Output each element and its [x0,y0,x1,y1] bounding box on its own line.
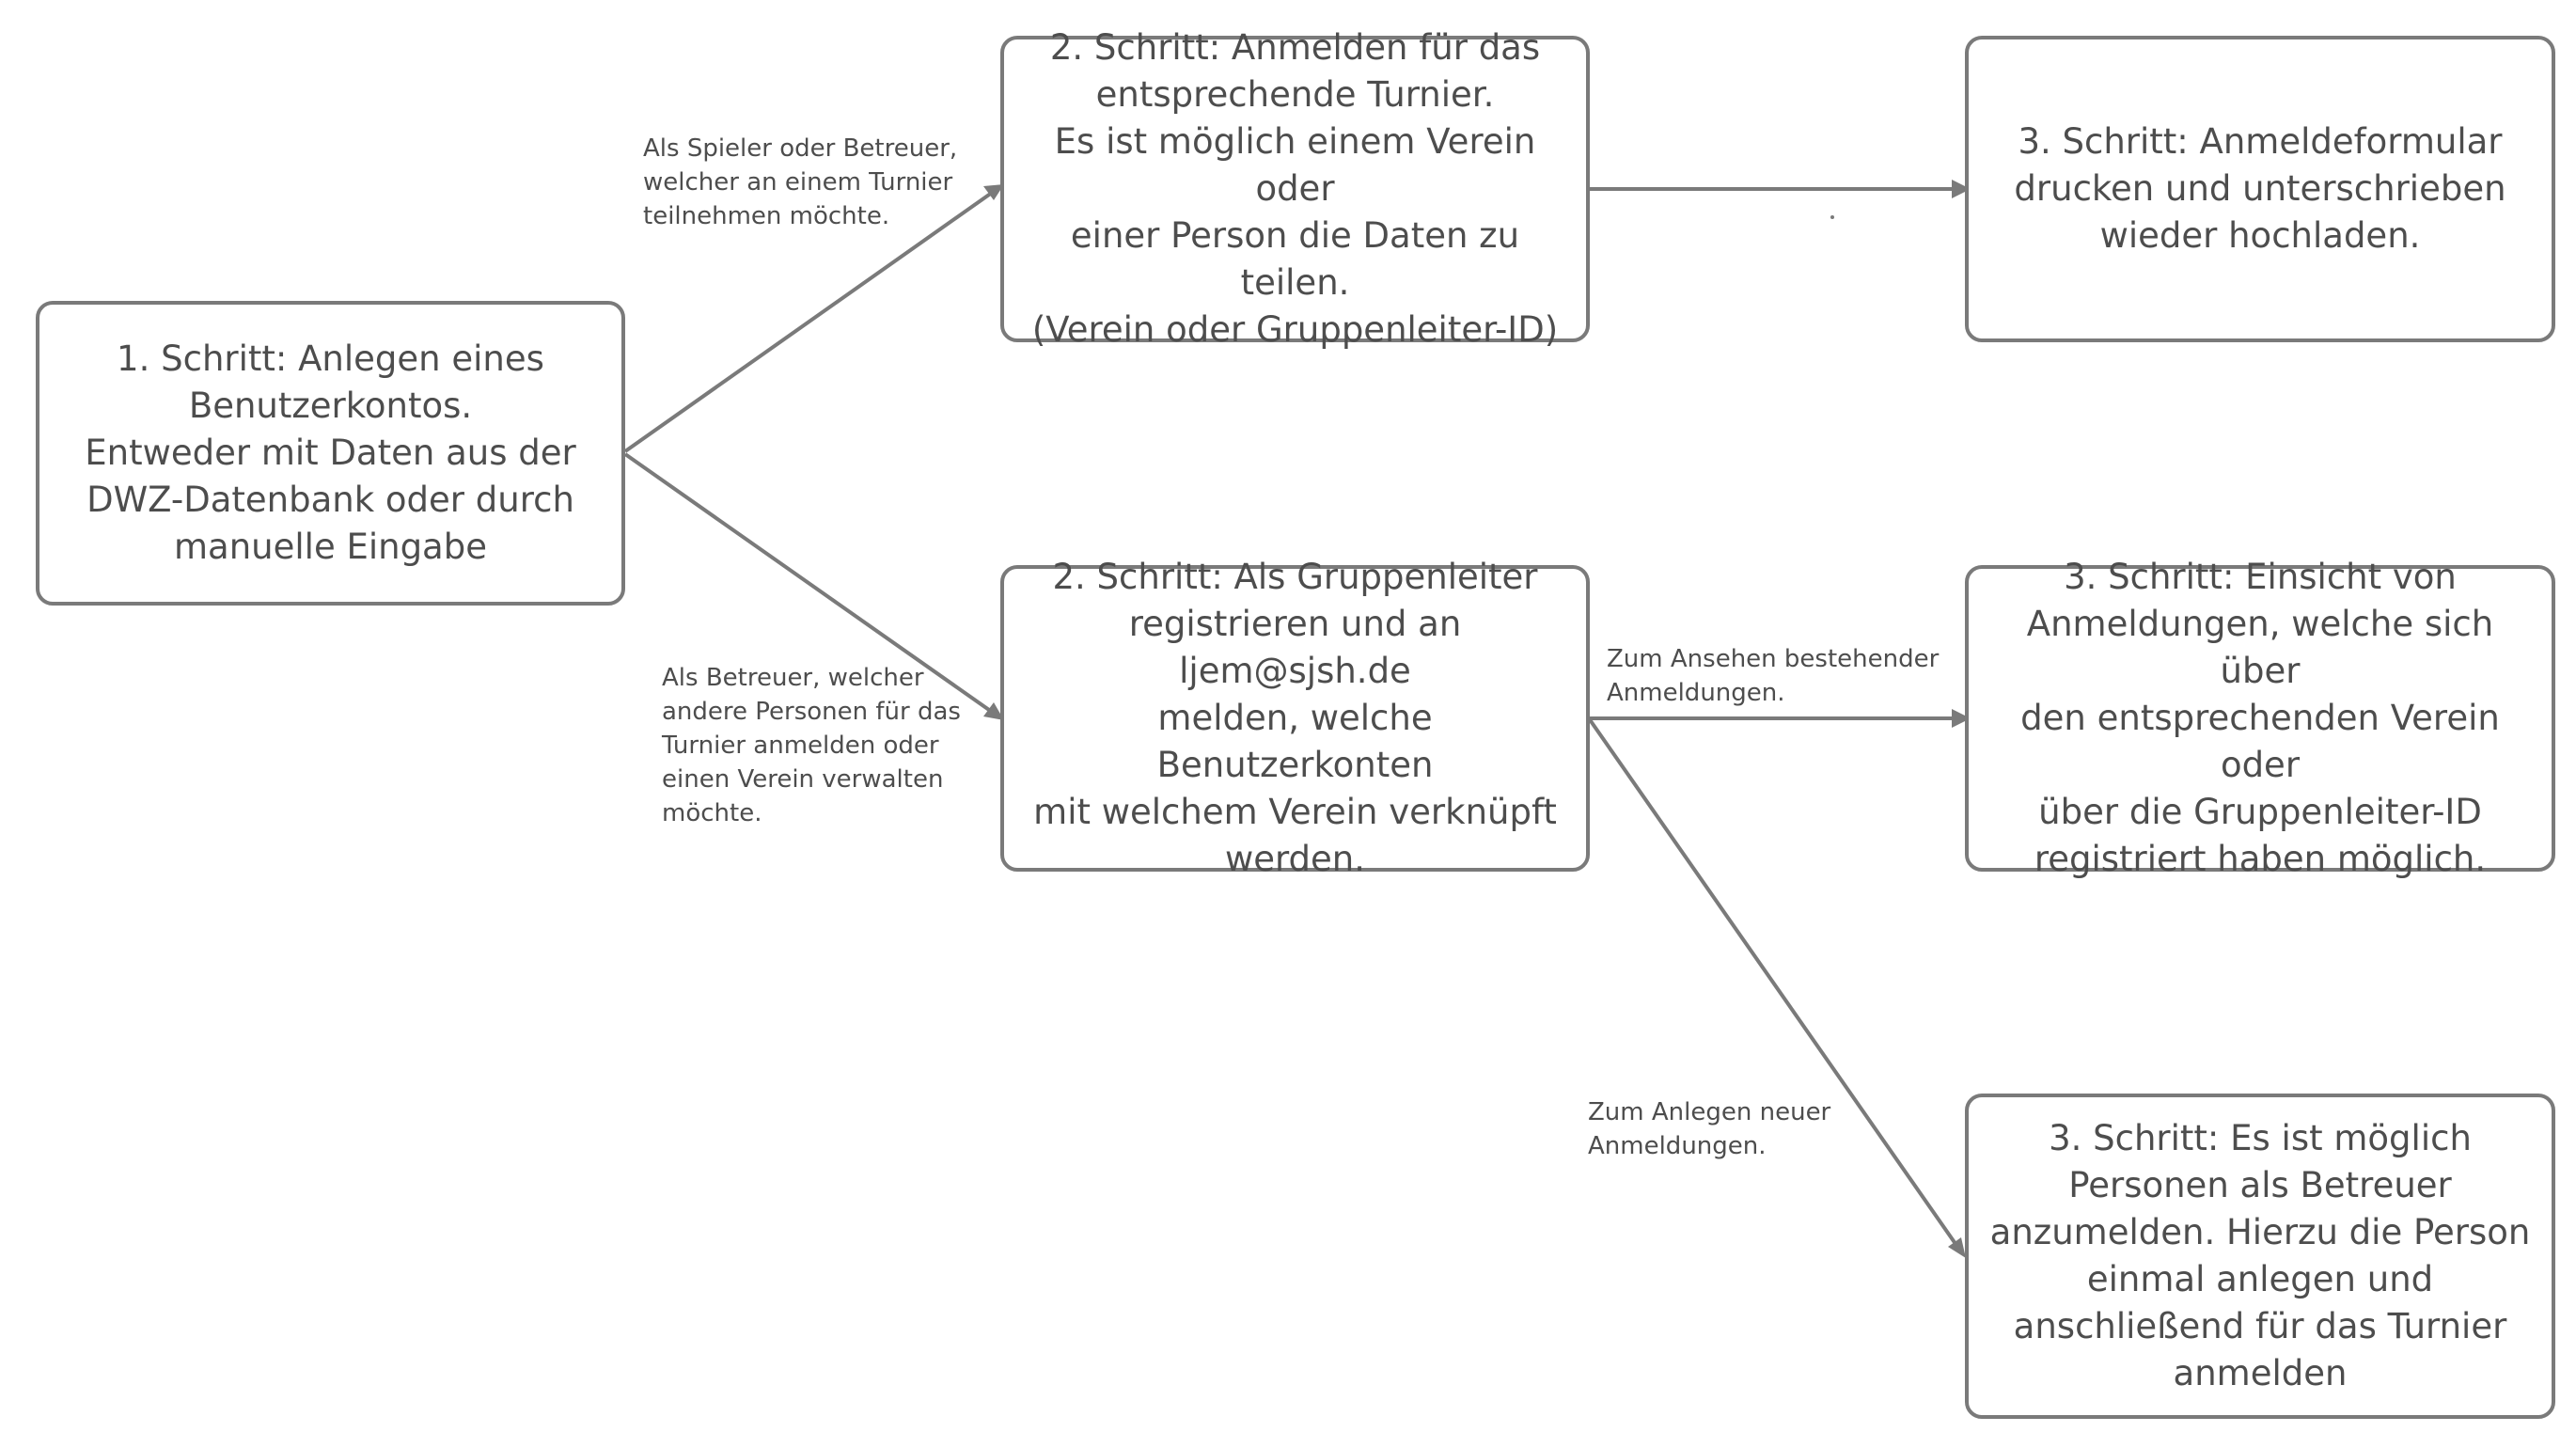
edge-label-create-new: Zum Anlegen neuer Anmeldungen. [1588,1098,1831,1160]
step3-form-box[interactable] [1965,36,2555,342]
step2-tournament-text: 2. Schritt: Anmelden für das entsprechende Turnier. Es ist möglich einem Verein oder einer Person die Daten zu teilen. (Verein oder Gruppenleiter-ID) [1031,27,1559,350]
step2-groupleader-text: 2. Schritt: Als Gruppenleiter registrieren und an ljem@sjsh.de melden, welche Benutzerkonten mit welchem Verein verknüpft werden. [1033,557,1557,879]
edge-label-supervisor: Als Betreuer, welcher andere Personen für das Turnier anmelden oder einen Verein verwalten möchte. [662,664,961,827]
step2-tournament-box[interactable] [1000,27,1590,350]
edge-label-player: Als Spieler oder Betreuer, welcher an einem Turnier teilnehmen möchte. [643,134,958,230]
step3-create-box[interactable] [1965,1094,2555,1419]
step3-view-text: 3. Schritt: Einsicht von Anmeldungen, welche sich über den entsprechenden Verein oder über die Gruppenleiter-ID registriert haben möglich. [2020,557,2500,879]
stray-dot [1830,215,1834,219]
edge-label-view-existing: Zum Ansehen bestehender Anmeldungen. [1607,645,1940,707]
arrowhead-step3-create [1948,1237,1966,1258]
step1-text: 1. Schritt: Anlegen eines Benutzerkontos. Entweder mit Daten aus der DWZ-Datenbank oder durch manuelle Eingabe [85,338,576,567]
step3-form-text: 3. Schritt: Anmeldeformular drucken und unterschrieben wieder hochladen. [2014,121,2506,256]
step3-create-text: 3. Schritt: Es ist möglich Personen als Betreuer anzumelden. Hierzu die Person einmal anlegen und anschließend für das Turnier anmelden [1989,1118,2531,1393]
step2-groupleader-box[interactable] [1000,557,1590,879]
step3-view-box[interactable] [1965,557,2555,879]
edge-step2-groupleader-to-step3-create [1589,718,1960,1251]
step1-box[interactable] [36,301,625,606]
